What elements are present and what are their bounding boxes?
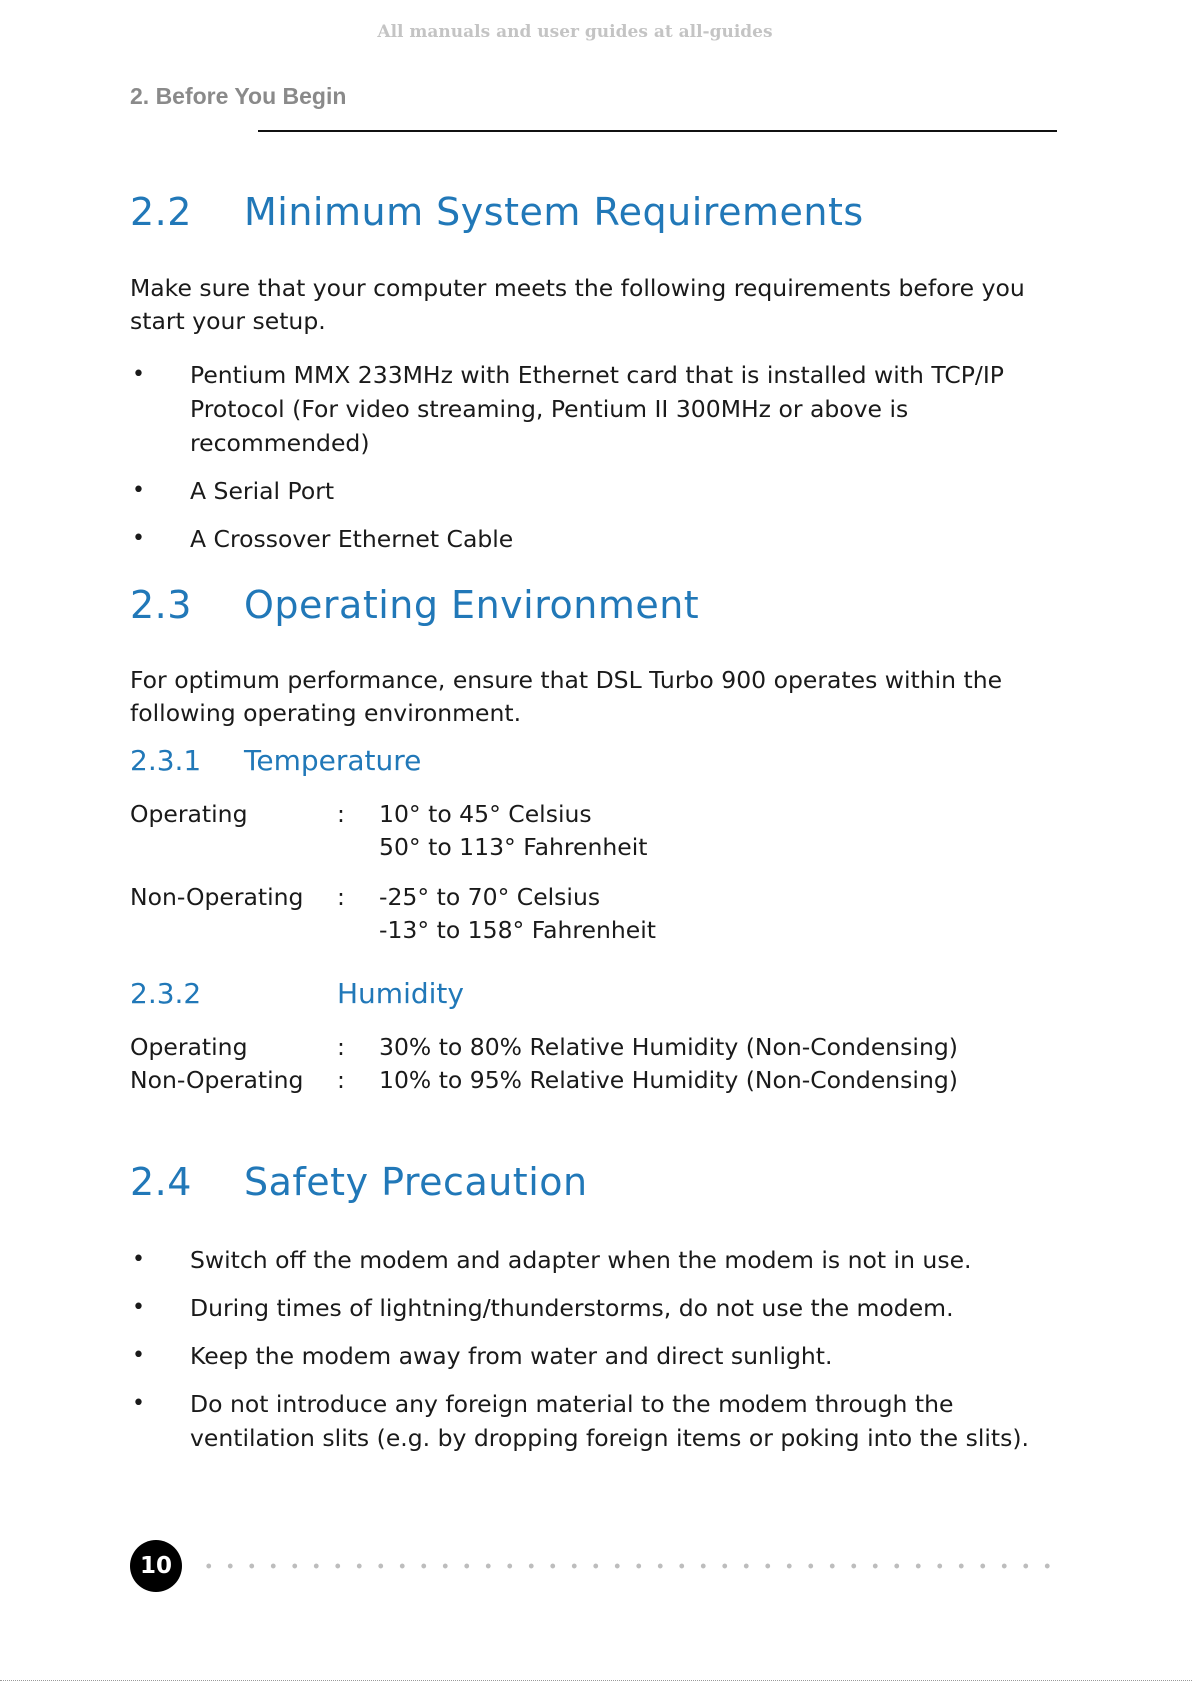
section-heading-2-3 — [130, 583, 699, 627]
watermark: All manuals and user guides at all-guides — [377, 22, 773, 42]
spec-value-celsius: -25° to 70° Celsius — [379, 883, 601, 911]
section-title: Minimum System Requirements — [244, 190, 864, 234]
list-item: • Switch off the modem and adapter when the modem is not in use. — [130, 1243, 1070, 1277]
section-title: Operating Environment — [244, 583, 700, 627]
spec-colon: : — [337, 800, 345, 828]
dot-leader — [198, 1563, 1058, 1569]
spec-colon: : — [337, 1033, 345, 1061]
subsection-title: Humidity — [337, 977, 464, 1010]
bottom-dotted-rule — [0, 1680, 1192, 1681]
spec-colon: : — [337, 1066, 345, 1094]
section-heading-2-4 — [130, 1160, 588, 1204]
bullet-icon: • — [132, 1247, 145, 1272]
subsection-heading-2-3-1 — [130, 744, 421, 777]
bullet-icon: • — [132, 1343, 145, 1368]
subsection-heading-2-3-2 — [130, 977, 464, 1010]
bullet-icon: • — [132, 1295, 145, 1320]
spec-value: 10% to 95% Relative Humidity (Non-Condensing) — [379, 1066, 958, 1094]
section-heading-2-2 — [130, 190, 864, 234]
spec-value-celsius: 10° to 45° Celsius — [379, 800, 592, 828]
bullet-icon: • — [132, 1391, 145, 1416]
subsection-number: 2.3.2 — [130, 977, 202, 1010]
section-number: 2.4 — [130, 1160, 192, 1204]
spec-label: Operating — [130, 800, 248, 828]
environment-intro: For optimum performance, ensure that DSL Turbo 900 operates within the following operating environment. — [130, 666, 1003, 727]
safety-list — [130, 1243, 1070, 1469]
requirements-list — [130, 358, 1070, 570]
list-item: • Do not introduce any foreign material to the modem through the ventilation slits (e.g. by dropping foreign items or poking into the slits). — [130, 1387, 1070, 1455]
running-head: 2. Before You Begin — [130, 83, 347, 109]
subsection-title: Temperature — [244, 744, 422, 777]
list-item: • A Serial Port — [130, 474, 1070, 508]
section-number: 2.3 — [130, 583, 192, 627]
bullet-icon: • — [132, 526, 145, 551]
spec-value: 30% to 80% Relative Humidity (Non-Condensing) — [379, 1033, 958, 1061]
spec-value-fahrenheit: 50° to 113° Fahrenheit — [379, 833, 648, 861]
spec-colon: : — [337, 883, 345, 911]
section-number: 2.2 — [130, 190, 192, 234]
requirements-intro: Make sure that your computer meets the following requirements before you start your setup. — [130, 274, 1025, 335]
list-item: • Pentium MMX 233MHz with Ethernet card that is installed with TCP/IP Protocol (For video streaming, Pentium II 300MHz or above is recommended) — [130, 358, 1070, 460]
list-item: • A Crossover Ethernet Cable — [130, 522, 1070, 556]
header-rule — [258, 130, 1057, 132]
spec-value-fahrenheit: -13° to 158° Fahrenheit — [379, 916, 656, 944]
spec-label: Operating — [130, 1033, 248, 1061]
subsection-number: 2.3.1 — [130, 744, 202, 777]
list-item: • During times of lightning/thunderstorms, do not use the modem. — [130, 1291, 1070, 1325]
bullet-icon: • — [132, 478, 145, 503]
section-title: Safety Precaution — [244, 1160, 588, 1204]
spec-label: Non-Operating — [130, 883, 304, 911]
spec-label: Non-Operating — [130, 1066, 304, 1094]
bullet-icon: • — [132, 362, 145, 387]
page-number-badge: 10 — [130, 1540, 182, 1592]
list-item: • Keep the modem away from water and direct sunlight. — [130, 1339, 1070, 1373]
